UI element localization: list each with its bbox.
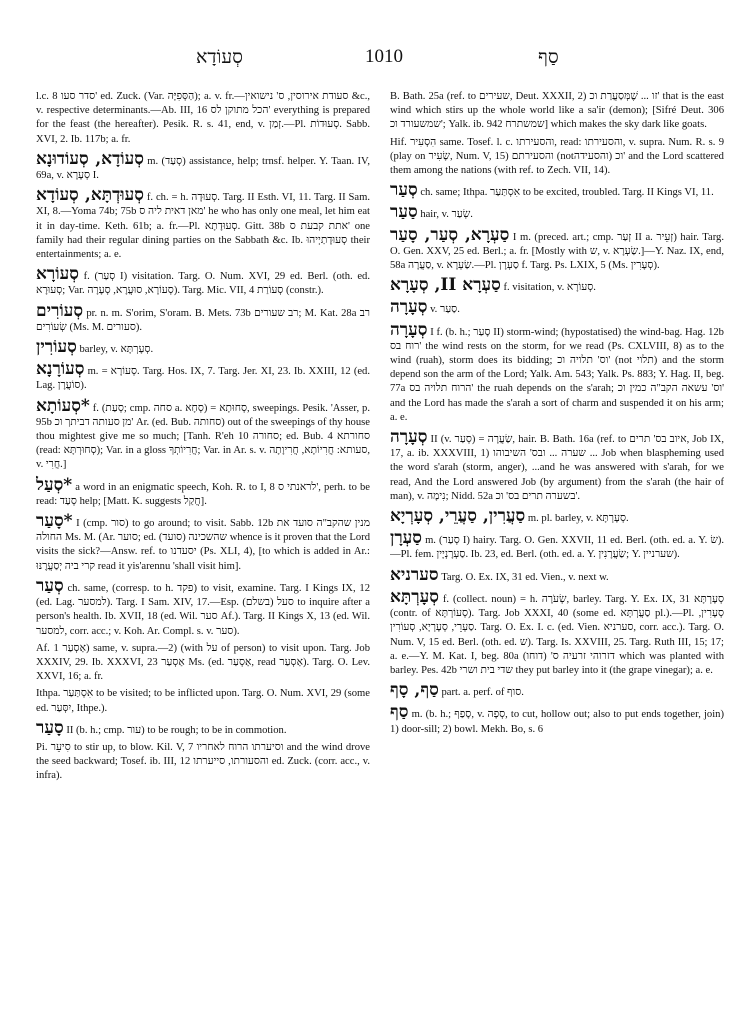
entry-text: f. (collect. noun) = h. שְׂעֹרָה, barley. Targ. Y. Ex. IX, 31 סְעָרְתָּא (contr. of סְעוֹרְתָּא). Targ. Job XXXI, 40 (some ed. סַעֲרְתָּא pl.).—Pl. סְעָרִין, סַעְרֵי, סְעָרְיָא, סְעוֹרִין. Targ. O. Ex. I. c. (ed. Vien. סערניא, corr. acc.). Targ. O. Num. V, 15 ed. Berl. (oth. ed. ש). Targ. Is. XXVIII, 25. Targ. Ruth III, 15; 17; a. e.—Y. M. Kat. I, beg. 80a דזרוהי זרעיה ס' (דוחו) which was planted with barley. Pes. 42b שדי בית ושרי they put barley into it (the grape vinegar); a. e. xyxy=(390,593,724,676)
entry-headword: סְעוֹדָא, סְעוֹדוּנָא xyxy=(36,148,144,169)
entry-text: Ithpa. אִסְתַּעַר to be visited; to be inflicted upon. Targ. O. Num. XVI, 29 (some ed. יִסְּעַר, Ithpe.). xyxy=(36,688,370,714)
dictionary-entry xyxy=(36,90,370,147)
page-number: 1010 xyxy=(365,46,403,67)
entry-headword: סְעוֹרָנָא xyxy=(36,359,85,380)
entry-headword: סערניא xyxy=(390,564,439,585)
entry-text: Hif. הִסְעִיר same. Tosef. l. c. והסעירתו, read: והסעירתו, v. supra. Num. R. s. 9 (play on שָׂעִיר, Num. V, 15) והסעירתם (notוהסעידה) וכ' and the Lord scattered them among the nations (with ref. to Zech. VII, 14). xyxy=(390,136,724,177)
dictionary-entry xyxy=(390,703,724,736)
dictionary-entry xyxy=(390,428,724,504)
dictionary-entry xyxy=(36,741,370,784)
dictionary-entry xyxy=(36,302,370,335)
dictionary-entry xyxy=(36,476,370,509)
entry-headword: סְעוֹרִים xyxy=(36,300,84,321)
dictionary-entry xyxy=(36,265,370,298)
dictionary-entry xyxy=(36,397,370,473)
entry-headword: סְעוֹרָא xyxy=(36,264,79,285)
entry-text: m. (b. h.; סָפַף, v. סְפָה, to cut, hollow out; also to put ends together, join) 1) door-sill; 2) bowl. Mekh. Bo, s. 6 xyxy=(390,709,724,735)
entry-headword: סְעוּדְתָּא, סְעוֹדָא xyxy=(36,185,144,206)
dictionary-entry xyxy=(36,577,370,639)
entry-headword: סְעַר xyxy=(36,575,64,596)
dictionary-entry xyxy=(36,512,370,574)
dictionary-entry xyxy=(36,150,370,183)
entry-text: f. visitation, v. סְעוֹרָא. xyxy=(503,282,596,294)
dictionary-entry xyxy=(390,90,724,133)
page-header xyxy=(0,46,750,76)
dictionary-entry xyxy=(36,719,370,738)
entry-headword: סַף xyxy=(390,702,409,723)
dictionary-entry xyxy=(390,529,724,562)
dictionary-entry xyxy=(390,181,724,200)
entry-text: I (cmp. סור) to go around; to visit. Sabb. 12b מנין שהקב"ה סועד את החולה Ms. M. (Ar. סוער; ed. שהשכינה (סועד) whence is it proven that the Lord visits the sick?—Answ. ref. to יסעדנו (Ps. XLI, 4), [to which is added in Ar.: קרי ביה יְסַעֲרֶנּוּ read it yis'arennu 'shall visit him]. xyxy=(36,518,370,572)
dictionary-entry xyxy=(36,687,370,715)
entry-headword: *סְעַל xyxy=(36,474,73,495)
running-head-right: סַף xyxy=(538,46,559,68)
entry-text: I f. (b. h.; סָעַר II) storm-wind; (hypostatised) the wind-bag. Hag. 12b רוח בס' the wind rests on the storm, for we read (Ps. CXLVIII, 8) as to the wind (ruah), storm does its bidding; וס' תלויה וכ' (not תלוי) and the storm depend son the arm of the Lord; Yalk. Am. 543; Yalk. Ps. 883; Y. Hag. II, beg. 77a הרוח תלויה בס' the ruah depends on the s'arah; וס' עשאה הקב"ה כמין וכ' and the Lord has made the s'arah a sort of charm and suspended it on his arm; a. e. xyxy=(390,326,724,423)
dictionary-entry xyxy=(390,276,724,295)
entry-headword: סַעַר xyxy=(390,202,418,223)
entry-text: Af. אַסְעַר 1) same, v. supra.—2) (with על of person) to visit upon. Targ. Job XXXIV, 29. Ib. XXXVI, 23 אַסְעַר Ms. (ed. אַסְעַר, read אַסְעַר). Targ. O. Lev. XXVI, 16; a. fr. xyxy=(36,642,370,683)
entry-text: v. סַעַר. xyxy=(430,304,460,316)
entry-text: part. a. perf. of סוף. xyxy=(441,687,524,699)
dictionary-entry xyxy=(36,360,370,393)
dictionary-entry xyxy=(36,642,370,685)
dictionary-entry xyxy=(390,136,724,179)
entry-text: hair, v. שְׂעַר. xyxy=(420,209,473,221)
entry-text: ch. same, (corresp. to h. פקד) to visit, examine. Targ. I Kings IX, 12 (ed. Lag. למסער). Targ. I Sam. XIV, 17.—Esp. סעל (בשלם) to inquire after a person's health. Ib. XVII, 18 (ed. Wil. סער Af.). Targ. II Kings X, 13 (ed. Wil. למסער, corr. acc.; v. Koh. Ar. Compl. s. v. סער). xyxy=(36,582,370,637)
right-column xyxy=(390,90,724,1010)
entry-headword: סָעַר xyxy=(36,717,64,738)
entry-text: m. = סְעוֹרָא. Targ. Hos. IX, 7. Targ. Jer. XI, 23. Ib. XXIII, 12 (ed. Lag. סוֹעֲרָן). xyxy=(36,366,370,392)
entry-text: I m. (preced. art.; cmp. זְעַר II a. זְעֵיר) hair. Targ. O. Gen. XXV, 25 ed. Berl.; a. fr. [Mostly with ש, v. שַׂעְרָא.]—Y. Naz. IX, end, 58a סַעֲרָה, v. שַׂעְרָא.—Pl. סַעְרָן f. Targ. Ps. LXIX, 5 (Ms. סְעָרִין). xyxy=(390,231,724,272)
entry-text: f. (סְעַת; cmp. סחה a. סְחָא) = סְחוּתָא, sweepings. Pesik. 'Asser, p. 95b מן סעותה דביתך וכ' Ar. (ed. Bub. סחותה) out of the sweepings of thy house thou mightest give me so much; [Tanh. R'eh 10 סחורה; ed. Bub. 4 סחורתא (read: סְחוּרְתָּא); Var. in a gloss חֲרִיוֹתְךָ; Var. in Ar. s. v. סעותא: חֲרִיוֹתָא, חֲרִיוָתָה, v. חֲרִי.] xyxy=(36,402,370,471)
entry-headword: סַעְרָן xyxy=(390,528,422,549)
entry-headword: *סְעוֹתָא xyxy=(36,395,90,416)
dictionary-entry xyxy=(390,681,724,700)
entry-headword: סְעוֹרִין xyxy=(36,337,77,358)
entry-text: II (v. סְעַר) = שַׂעֲרָה, hair. B. Bath. 16a (ref. to איוב בס' תרים, Job IX, 17, a. ib. XXXVIII, 1) שערה ... ובס' השיבוהו ... Job when blaspheming used the word s'arah (storm, anger), ...and he was answered with s'arah, for we read, And the Lord answered Job (by argument) from the s'arah (the hair of man), v. נִימָה; Nidd. 52a בשערה תרים בס' וכ'. xyxy=(390,434,724,502)
entry-text: f. ch. = h. סְעוּדָה. Targ. II Esth. VI, 11. Targ. II Sam. XI, 8.—Yoma 74b; 75b מאן דאית ליה ס' he who has only one meal, let him eat it in day-time. Keth. 61b; a. fr.—Pl. סְעוּדָתָא. Gitt. 38b אתת קבעת ס' one family had their regular dining parties on the Sabbath &c. Ib. סְעוּדָתַיְיהוּ their entertainments; a. e. xyxy=(36,192,370,261)
left-column xyxy=(36,90,370,1010)
entry-headword: סְעַר xyxy=(390,180,418,201)
entry-text: B. Bath. 25a (ref. to שעירים, Deut. XXXII, 2) זו ... שֶׁמְּסַעֲרַת וכ' that is the east wind which stirs up the whole world like a sa'ir (demon); [Sifré Deut. 306 שמשעורד וכ'; Yalk. ib. 942 שמשתרח] which makes the sky dark like goats. xyxy=(390,91,724,131)
dictionary-entry xyxy=(390,588,724,678)
entry-headword: סַעְרָא, סְעַר, סָעַר xyxy=(390,224,510,245)
entry-text: f. (סְעַר I) visitation. Targ. O. Num. XVI, 29 ed. Berl. (oth. ed. סְעוּרָא; Var. סְעוֹרָא, סוּעֲרָא, סְעָרָה). Targ. Mic. VII, 4 סְעוֹרַת (constr.). xyxy=(36,271,370,297)
entry-headword: סְעָרָה xyxy=(390,297,428,318)
entry-text: Pi. סִיעֵר to stir up, to blow. Kil. V, 7 וסיערתו הרוח לאחריו and the wind drove the seed backward; Tosef. ib. III, 12 והסעורתו, סייערתו ed. Zuck. (corr. acc., v. infra). xyxy=(36,741,370,782)
entry-headword: סְעָרָה xyxy=(390,427,428,448)
entry-text: m. (סְעַד) assistance, help; trnsf. helper. Y. Taan. IV, 69a, v. סְעָרָא I. xyxy=(36,155,370,182)
dictionary-entry xyxy=(390,298,724,317)
entry-text: II (b. h.; cmp. עור) to be rough; to be in commotion. xyxy=(66,724,287,736)
dictionary-entry xyxy=(390,226,724,274)
dictionary-entry xyxy=(390,203,724,222)
entry-headword: סְעָרָה xyxy=(390,319,428,340)
entry-text: a word in an enigmatic speech, Koh. R. to I, 8 לראנתי ס', perh. to be read: סְעַד help; [Matt. K. suggests חֲקַל]. xyxy=(36,481,370,507)
dictionary-entry xyxy=(390,321,724,425)
entry-text: m. pl. barley, v. סְעָרְתָּא. xyxy=(527,513,629,525)
entry-text: pr. n. m. S'orim, S'oram. B. Mets. 73b רב שעורים; M. Kat. 28a רב שְׂעוֹרִים (Ms. M. סעורים). xyxy=(36,307,370,333)
entry-text: ch. same; Ithpa. אִסְתַּעַר to be excited, troubled. Targ. II Kings VI, 11. xyxy=(420,187,714,199)
dictionary-entry xyxy=(390,566,724,585)
running-head-left: סְעוֹדָא xyxy=(196,46,243,68)
dictionary-entry xyxy=(36,186,370,262)
dictionary-entry xyxy=(390,507,724,526)
entry-headword: *סָעַר xyxy=(36,511,73,532)
entry-text: Targ. O. Ex. IX, 31 ed. Vien., v. next w. xyxy=(441,571,609,583)
entry-headword: סְעָרְתָּא xyxy=(390,586,439,607)
entry-headword: סַף, סָף xyxy=(390,680,439,701)
entry-headword: סַעְרָא II, סְעָרָא xyxy=(390,275,501,296)
dictionary-entry xyxy=(36,338,370,357)
entry-headword: סַעֲרִין, סַעֲרֵי, סְעָרְיָא xyxy=(390,506,526,527)
entry-text: l.c. 8 סדר סעו' ed. Zuck. (Var. הַסְּפִיָּה); a. v. fr.—סעודת אירוסין, ס' נישואין &c., v. respective determinants.—Ab. III, 16 הכל מתוקן לס' everything is prepared for the feast (the hereafter). Pesik. R. s. 41, end, v. זְמַן.—Pl. סְעוּדוֹת. Sabb. XVI, 2. Ib. 117b; a. fr. xyxy=(36,91,370,145)
entry-text: barley, v. סְעָרְתָּא. xyxy=(79,344,154,356)
entry-text: m. (סְעַר I) hairy. Targ. O. Gen. XXVII, 11 ed. Berl. (oth. ed. a. Y. שׂ).—Pl. fem. סַעְרָנְיָין. Ib. 23, ed. Berl. (oth. ed. a. Y. שַׂעֲרָנִין; Y. שערניין). xyxy=(390,535,724,561)
